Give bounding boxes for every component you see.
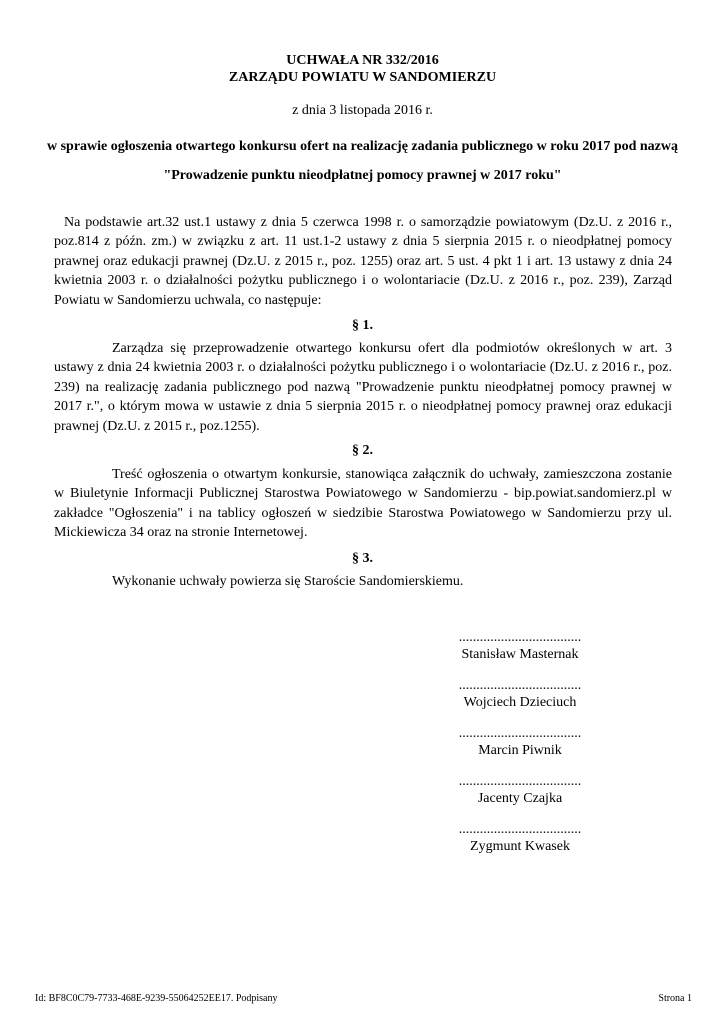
signer-entry [440,630,600,678]
signer-entry [440,822,600,870]
page-number-footer: Strona 1 [658,993,692,1004]
signer-name: Wojciech Dzieciuch [463,695,577,710]
section-1-text: Zarządza się przeprowadzenie otwartego konkursu ofert dla podmiotów określonych w art. 3 ustawy z dnia 24 kwietnia 2003 r. o działalności pożytku publicznego i o wolontariacie (Dz.U. z 2016 r., poz. 239) na realizację zadania publicznego pod nazwą "Prowadzenie punktu nieodpłatnej pomocy prawnej w 2017 r.", o którym mowa w ustawie z dnia 5 sierpnia 2015 r. o nieodpłatnej pomocy prawnej oraz edukacji prawnej (Dz.U. z 2015 r., poz.1255). [54,341,672,434]
signature-line: ................................... [458,822,582,837]
section-3-heading: § 3. [352,551,373,566]
signer-name: Zygmunt Kwasek [470,839,570,854]
legal-basis-paragraph: Na podstawie art.32 ust.1 ustawy z dnia 5 czerwca 1998 r. o samorządzie powiatowym (Dz.U. z 2016 r., poz.814 z późn. zm.) w związku z art. 11 ust.1-2 ustawy z dnia 5 sierpnia 2015 r. o nieodpłatnej pomocy prawnej oraz edukacji prawnej (Dz.U. z 2015 r., poz. 1255) oraz art. 5 ust. 4 pkt 1 i art. 13 ustawy z dnia 24 kwietnia 2003 r. o działalności pożytku publicznego i o wolontariacie (Dz.U. z 2016 r., poz. 239), Zarząd Powiatu w Sandomierzu uchwala, co następuje: [54,215,672,308]
signature-line: ................................... [458,774,582,789]
signature-line: ................................... [458,630,582,645]
signature-line: ................................... [458,678,582,693]
signature-line: ................................... [458,726,582,741]
signer-name: Marcin Piwnik [478,743,562,758]
section-2-text: Treść ogłoszenia o otwartym konkursie, stanowiąca załącznik do uchwały, zamieszczona zostanie w Biuletynie Informacji Publicznej Starostwa Powiatowego w Sandomierzu - bip.powiat.sandomierz.pl w zakładce "Ogłoszenia" i na tablicy ogłoszeń w siedzibie Starostwa Powiatowego w Sandomierzu przy ul. Mickiewicza 34 oraz na stronie Internetowej. [54,467,672,541]
section-1-heading: § 1. [352,318,373,333]
section-3-text: Wykonanie uchwały powierza się Staroście Sandomierskiemu. [112,574,464,589]
document-id-footer: Id: BF8C0C79-7733-468E-9239-55064252EE17. Podpisany [35,993,278,1004]
signer-entry [440,774,600,822]
issuing-body: ZARZĄDU POWIATU W SANDOMIERZU [228,70,497,85]
signer-entry [440,678,600,726]
section-2-heading: § 2. [352,443,373,458]
resolution-subject: w sprawie ogłoszenia otwartego konkursu ofert na realizację zadania publicznego w roku 2017 pod nazwą "Prowadzenie punktu nieodpłatnej pomocy prawnej w 2017 roku" [46,139,679,183]
signer-entry [440,726,600,774]
resolution-date: z dnia 3 listopada 2016 r. [292,103,433,118]
signer-name: Jacenty Czajka [477,791,563,806]
signer-name: Stanisław Masternak [461,647,579,662]
resolution-number: UCHWAŁA NR 332/2016 [286,53,439,68]
resolution-title [0,52,725,86]
signature-block [440,630,600,870]
